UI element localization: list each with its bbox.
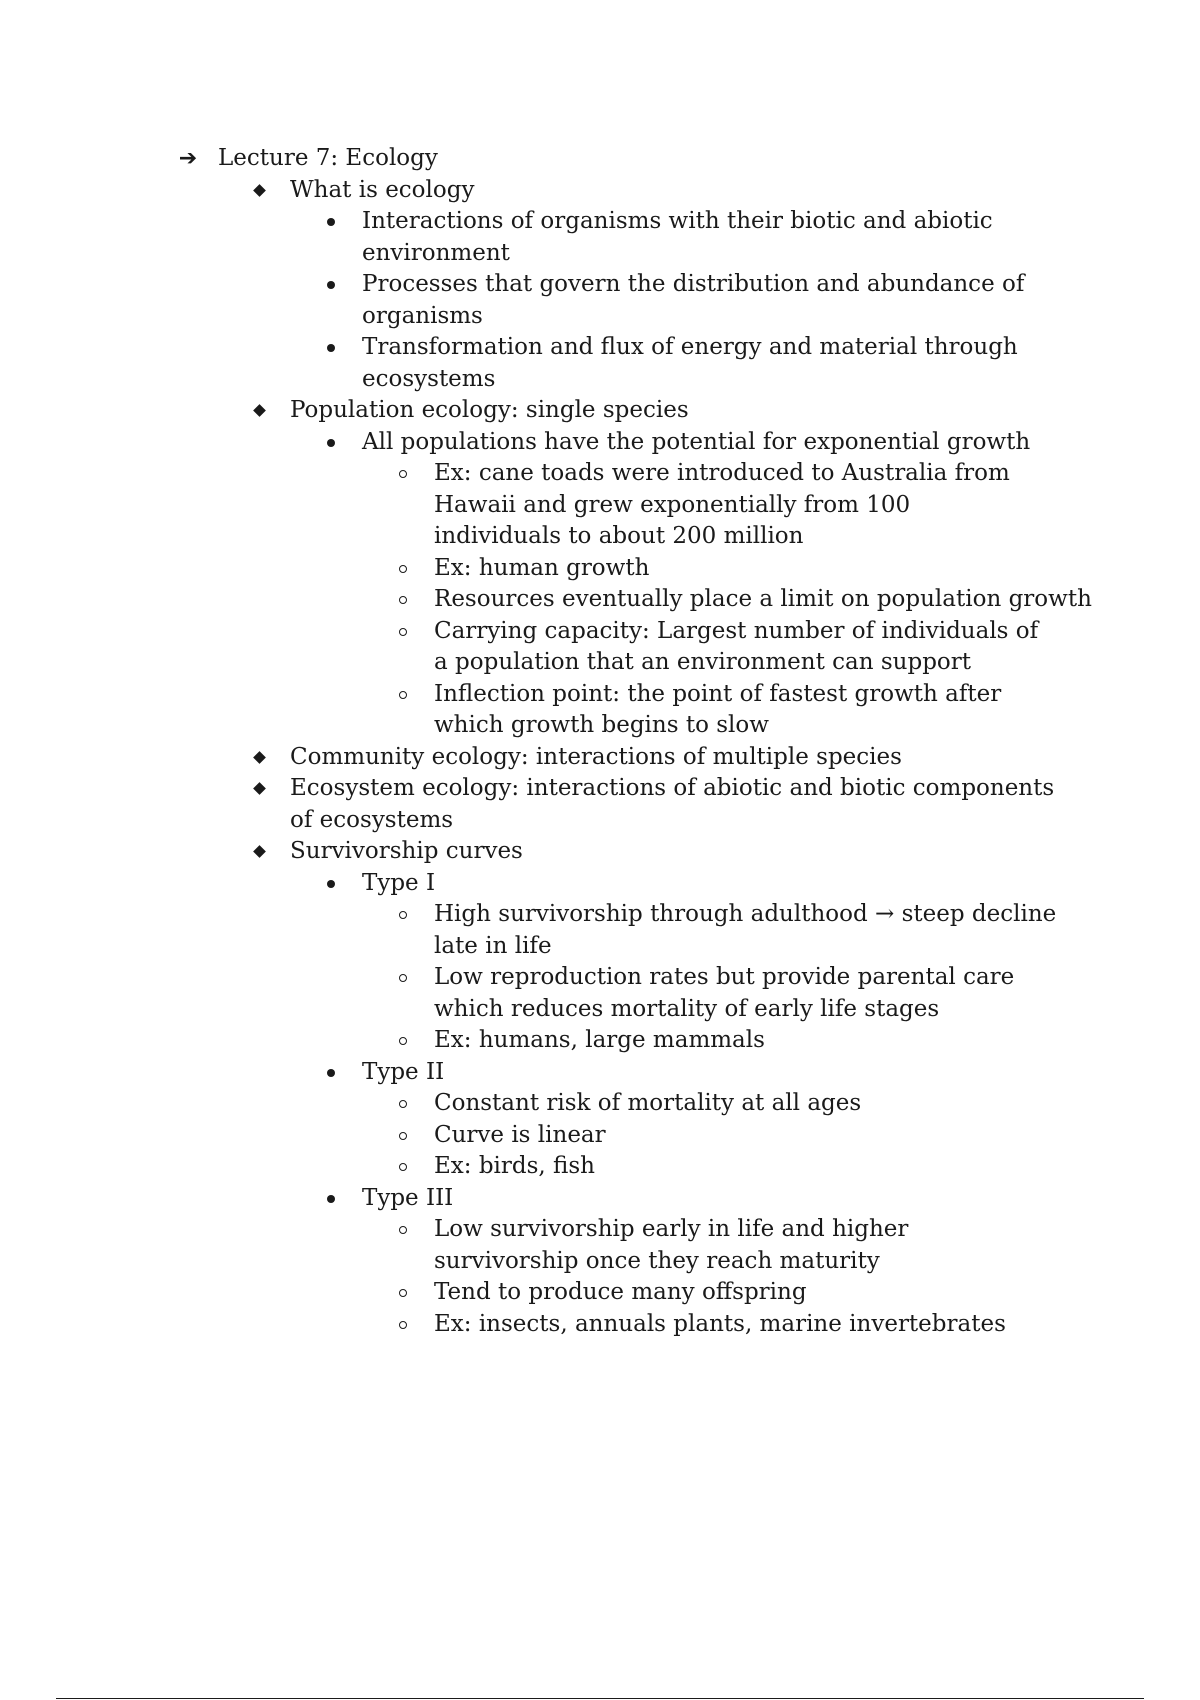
- subpoint-text: Ex: humans, large mammals: [434, 1027, 765, 1053]
- list-item: [176, 1214, 1044, 1277]
- type-label: Type II: [362, 1058, 445, 1085]
- list-item: [176, 679, 1044, 742]
- section-title: Population ecology: single species: [290, 397, 689, 423]
- section-title: What is ecology: [290, 176, 475, 203]
- survivorship-type-iii: [176, 1183, 1096, 1215]
- list-item: [176, 206, 1096, 269]
- section-title: Community ecology: interactions of multiple species: [290, 743, 902, 770]
- subpoint-text: Low reproduction rates but provide parental care which reduces mortality of early life stages: [434, 964, 1015, 1022]
- subpoint-text: Curve is linear: [434, 1121, 606, 1148]
- arrow-right-icon: ➔: [178, 146, 198, 171]
- type-label: Type III: [362, 1184, 454, 1211]
- subpoint-text: Ex: human growth: [434, 554, 650, 581]
- list-item: [176, 553, 1096, 585]
- survivorship-type-ii: [176, 1057, 1096, 1089]
- type-label: Type I: [362, 869, 436, 896]
- list-item: [176, 458, 1044, 553]
- list-item: [176, 899, 1096, 962]
- point-text: Transformation and flux of energy and material through ecosystems: [362, 334, 1018, 392]
- subpoint-text: Inflection point: the point of fastest growth after which growth begins to slow: [434, 680, 1002, 738]
- list-item: [176, 1277, 1096, 1309]
- section-survivorship-curves: [176, 836, 1096, 868]
- list-item: [176, 269, 1096, 332]
- lecture-heading-item: [176, 143, 1096, 175]
- list-item: [176, 1025, 1096, 1057]
- list-item: [176, 962, 1044, 1025]
- subpoint-text: Low survivorship early in life and higher survivorship once they reach maturity: [434, 1216, 909, 1274]
- subpoint-text: Constant risk of mortality at all ages: [434, 1090, 862, 1116]
- lecture-heading: Lecture 7: Ecology: [218, 145, 438, 171]
- lecture-outline: [176, 143, 1096, 1340]
- survivorship-type-i: [176, 868, 1096, 900]
- point-text: Interactions of organisms with their biotic and abiotic environment: [362, 208, 993, 266]
- subpoint-text: Ex: insects, annuals plants, marine invertebrates: [434, 1310, 1006, 1337]
- section-title: Ecosystem ecology: interactions of abiotic and biotic components of ecosystems: [290, 775, 1055, 833]
- list-item: [176, 1309, 1096, 1341]
- point-text: All populations have the potential for exponential growth: [362, 428, 1031, 455]
- list-item: [176, 1120, 1096, 1152]
- subpoint-text: Ex: birds, fish: [434, 1153, 595, 1179]
- subpoint-text: Tend to produce many offspring: [434, 1279, 807, 1305]
- list-item: [176, 427, 1096, 459]
- subpoint-text: Carrying capacity: Largest number of individuals of a population that an environment can support: [434, 617, 1039, 675]
- list-item: [176, 332, 1096, 395]
- section-community-ecology: [176, 742, 1096, 774]
- subpoint-text: Ex: cane toads were introduced to Australia from Hawaii and grew exponentially from 100 individuals to about 200 million: [434, 460, 1010, 549]
- section-ecosystem-ecology: [176, 773, 1070, 836]
- section-what-is-ecology: [176, 175, 1096, 207]
- list-item: [176, 1088, 1096, 1120]
- section-population-ecology: [176, 395, 1096, 427]
- subpoint-text: High survivorship through adulthood → steep decline late in life: [434, 901, 1057, 959]
- point-text: Processes that govern the distribution and abundance of organisms: [362, 271, 1025, 329]
- page-bottom-divider: [56, 1698, 1144, 1699]
- subpoint-text: Resources eventually place a limit on population growth: [434, 586, 1092, 612]
- section-title: Survivorship curves: [290, 838, 523, 864]
- list-item: [176, 584, 1096, 616]
- list-item: [176, 616, 1044, 679]
- list-item: [176, 1151, 1096, 1183]
